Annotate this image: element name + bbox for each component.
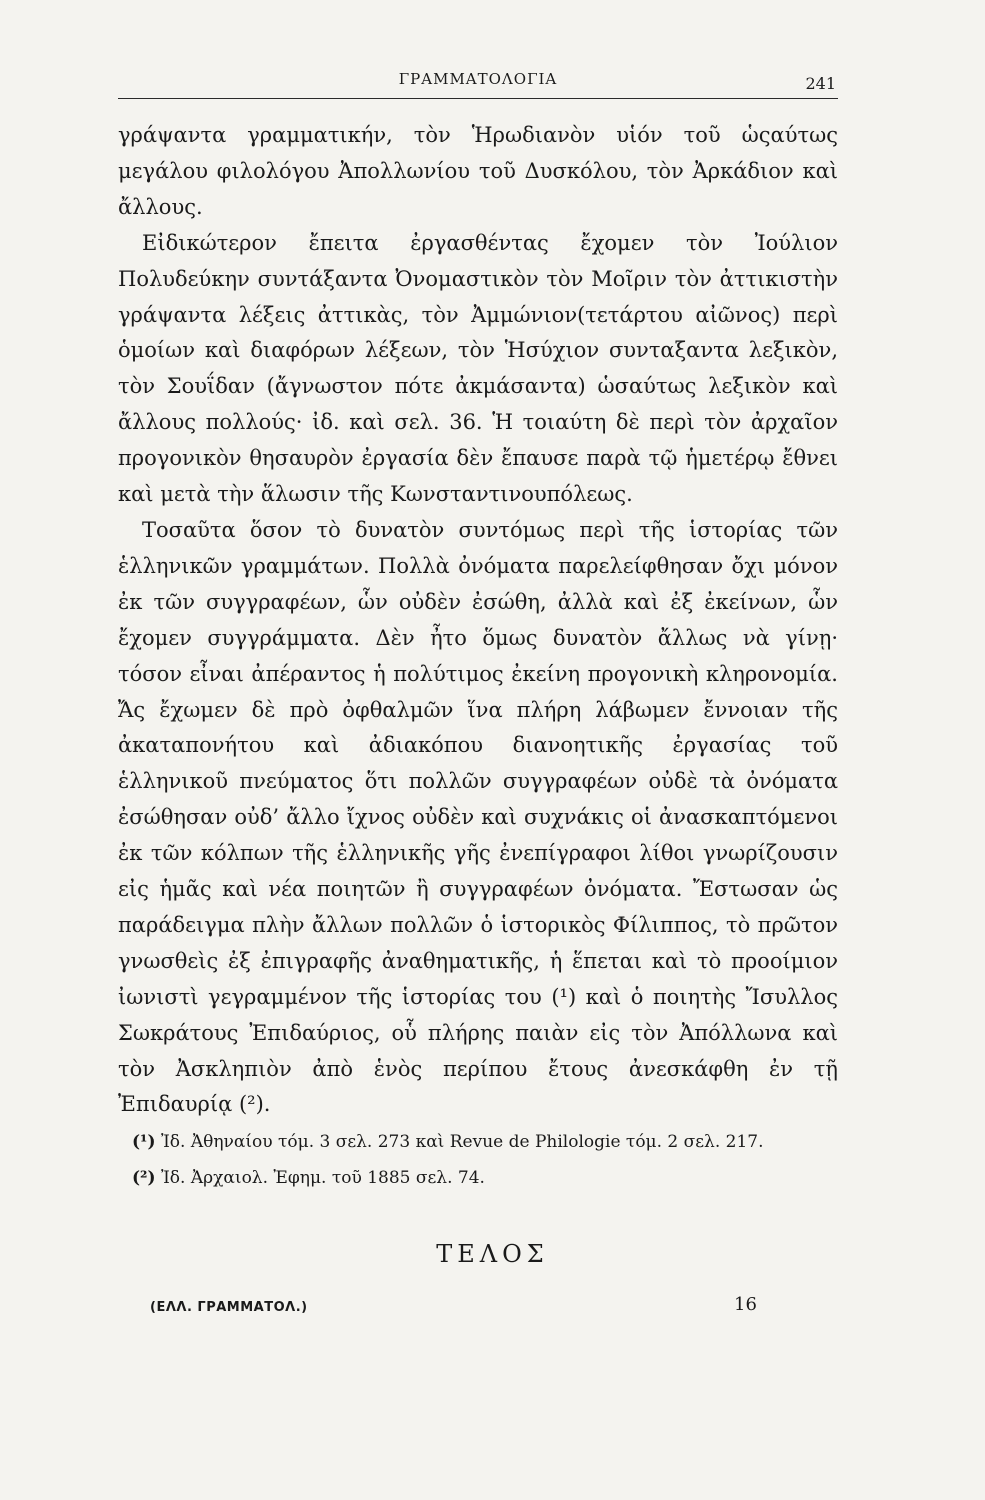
page-number: 241 (805, 74, 836, 93)
footnote-mark: (²) (132, 1168, 156, 1188)
footnote-text: Ἰδ. Ἀθηναίου τόμ. 3 σελ. 273 καὶ Revue de Philologie τόμ. 2 σελ. 217. (160, 1132, 764, 1152)
paragraph-conclusion: Τοσαῦτα ὅσον τὸ δυνατὸν συντόμως περὶ τῆς ἱστορίας τῶν ἑλληνικῶν γραμμάτων. Πολλὰ ὀνόματα παρελείφθησαν ὄχι μόνον ἐκ τῶν συγγραφέων, ὧν οὐδὲν ἐσώθη, ἀλλὰ καὶ ἐξ ἐκείνων, ὧν ἔχομεν συγγράμματα. Δὲν ἦτο ὅμως δυνατὸν ἄλλως νὰ γίνῃ· τόσον εἶναι ἀπέραντος ἡ πολύτιμος ἐκείνη προγονικὴ κληρονομία. Ἄς ἔχωμεν δὲ πρὸ ὀφθαλμῶν ἵνα πλήρη λάβωμεν ἔννοιαν τῆς ἀκαταπονήτου καὶ ἀδιακόπου διανοητικῆς ἐργασίας τοῦ ἑλληνικοῦ πνεύματος ὅτι πολλῶν συγγραφέων οὐδὲ τὰ ὀνόματα ἐσώθησαν οὐδ’ ἄλλο ἴχνος οὐδὲν καὶ συχνάκις οἱ ἀνασκαπτόμενοι ἐκ τῶν κόλπων τῆς ἑλληνικῆς γῆς ἐνεπίγραφοι λίθοι γνωρίζουσιν εἰς ἡμᾶς καὶ νέα ποιητῶν ἢ συγγραφέων ὀνόματα. Ἔστωσαν ὡς παράδειγμα πλὴν ἄλλων πολλῶν ὁ ἱστορικὸς Φίλιππος, τὸ πρῶτον γνωσθεὶς ἐξ ἐπιγραφῆς ἀναθηματικῆς, ἡ ἕπεται καὶ τὸ προοίμιον ἰωνιστὶ γεγραμμένον τῆς ἱστορίας του (¹) καὶ ὁ ποιητὴς Ἴσυλλος Σωκράτους Ἐπιδαύριος, οὗ πλήρης παιὰν εἰς τὸν Ἀπόλλωνα καὶ τὸν Ἀσκληπιὸν ἀπὸ ἑνὸς περίπου ἔτους ἀνεσκάφθη ἐν τῇ Ἐπιδαυρίᾳ (²). (118, 517, 838, 1117)
paragraph-lexicographers: Εἰδικώτερον ἔπειτα ἐργασθέντας ἔχομεν τὸν Ἰούλιον Πολυδεύκην συντάξαντα Ὀνομαστικὸν τὸν Μοῖριν τὸν ἀττικιστὴν γράψαντα λέξεις ἀττικὰς, τὸν Ἀμμώνιον(τετάρτου αἰῶνος) περὶ ὁμοίων καὶ διαφόρων λέξεων, τὸν Ἡσύχιον συνταξαντα λεξικὸν, τὸν Σουΐδαν (ἄγνωστον πότε ἀκμάσαντα) ὡσαύτως λεξικὸν καὶ ἄλλους πολλούς· ἰδ. καὶ σελ. 36. Ἡ τοιαύτη δὲ περὶ τὸν ἀρχαῖον προγονικὸν θησαυρὸν ἐργασία δὲν ἔπαυσε παρὰ τῷ ἡμετέρῳ ἔθνει καὶ μετὰ τὴν ἅλωσιν τῆς Κωνσταντινουπόλεως. (118, 230, 838, 507)
footnote-mark: (¹) (132, 1132, 156, 1152)
footnote-1 (118, 1128, 838, 1156)
signature-number: 16 (734, 1294, 757, 1315)
paragraph-continuation: γράψαντα γραμματικήν, τὸν Ἡρωδιανὸν υἱόν τοῦ ὡςαύτως μεγάλου φιλολόγου Ἀπολλωνίου τοῦ Δυσκόλου, τὸν Ἀρκάδιον καὶ ἄλλους. (118, 123, 838, 219)
footnote-text: Ἰδ. Ἀρχαιολ. Ἐφημ. τοῦ 1885 σελ. 74. (160, 1168, 485, 1188)
running-head (118, 62, 838, 99)
body-text (118, 118, 838, 1123)
footnote-2 (118, 1164, 838, 1192)
footnotes (118, 1128, 838, 1200)
printer-signature: (ΕΛΛ. ΓΡΑΜΜΑΤΟΛ.) (150, 1300, 308, 1315)
end-mark: ΤΕΛΟΣ (436, 1240, 549, 1268)
running-title: ΓΡΑΜΜΑΤΟΛΟΓΙΑ (398, 70, 558, 88)
